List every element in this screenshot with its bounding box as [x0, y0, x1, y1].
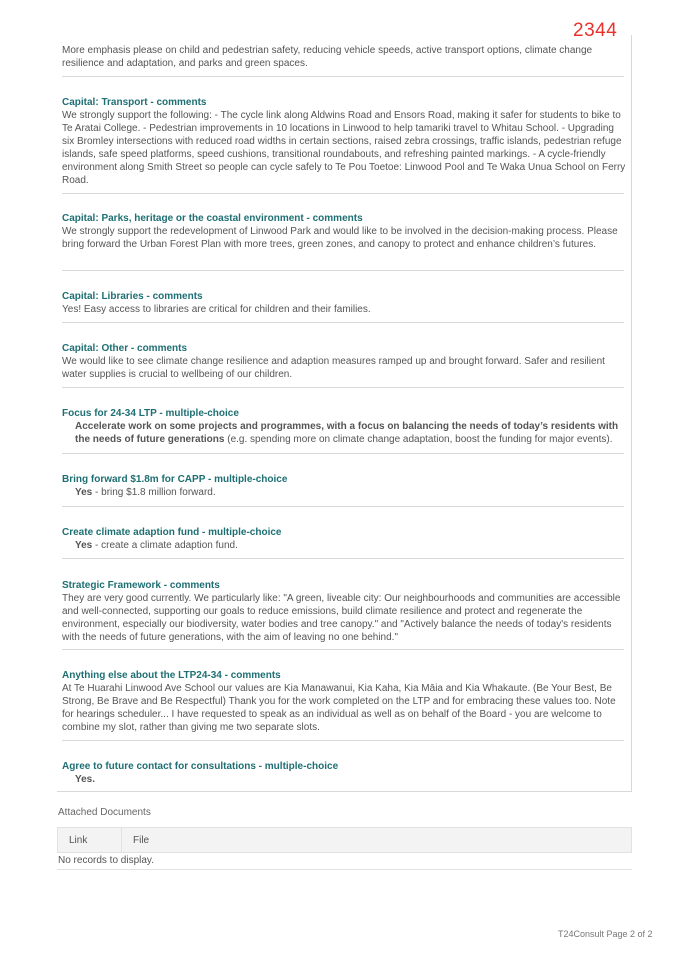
attached-documents-caption: Attached Documents: [58, 807, 151, 818]
page-number: 2344: [573, 20, 618, 41]
answer-text: Yes! Easy access to libraries are critical for children and their families.: [62, 304, 371, 315]
answer-text: They are very good currently. We particularly like: "A green, liveable city: Our neighbourhoods and communities are accessible and well-connected, supporting our goals to reduce emissions, build climate resilience and protect and regenerate the environment, especially our biodiversity, water bodies and tree canopy." and "Actively balance the needs of today's residents with the needs of future generations, with the aim of leaving no one behind.": [62, 593, 621, 643]
choice-detail: - create a climate adaption fund.: [92, 540, 238, 551]
column-header-link[interactable]: Link: [58, 828, 122, 852]
selected-choice: [62, 773, 627, 786]
question-parks: [62, 212, 627, 251]
question-title: Focus for 24-34 LTP - multiple-choice: [62, 408, 239, 419]
selected-choice: [62, 486, 627, 499]
question-capital-other: [62, 342, 627, 381]
answer-text: More emphasis please on child and pedestrian safety, reducing vehicle speeds, active transport options, climate change resilience and adaptation, and parks and green spaces.: [62, 45, 593, 69]
choice-label: Yes: [75, 487, 93, 498]
question-title: Agree to future contact for consultations - multiple-choice: [62, 761, 339, 772]
divider: [62, 322, 624, 323]
question-capp: [62, 473, 627, 499]
choice-label: Yes: [75, 540, 93, 551]
question-anything-else: [62, 669, 627, 734]
divider: [62, 270, 624, 271]
divider: [62, 76, 624, 77]
divider: [62, 453, 624, 454]
choice-label: Yes.: [75, 774, 96, 785]
continuation-answer: [62, 44, 627, 70]
question-focus-ltp: [62, 407, 627, 446]
question-title: Capital: Transport - comments: [62, 97, 207, 108]
column-header-file[interactable]: File: [133, 835, 150, 846]
question-transport: [62, 96, 627, 187]
selected-choice: [62, 420, 627, 446]
question-climate-fund: [62, 526, 627, 552]
answer-text: We strongly support the redevelopment of Linwood Park and would like to be involved in the decision-making process. Please bring forward the Urban Forest Plan with more trees, green zones, and canopy to protect and enhance children’s futures.: [62, 226, 618, 250]
choice-label: Accelerate work on some projects and programmes, with a focus on balancing the needs of today’s residents with the needs of future generations: [75, 421, 619, 445]
question-title: Bring forward $1.8m for CAPP - multiple-choice: [62, 474, 288, 485]
question-libraries: [62, 290, 627, 316]
answer-text: We strongly support the following: - The cycle link along Aldwins Road and Ensors Road, making it safer for students to bike to Te Aratai College. - Pedestrian improvements in 10 locations in Linwood to help tamariki travel to Whitau School. - Upgrading six Bromley intersections with reduced road widths in certain sections, raised zebra crossings, traffic islands, pedestrian refuge islands, safe speed platforms, speed cushions, transitional roundabouts, and refreshing painted markings. - A cycle-friendly environment along Smith Street so people can cycle safely to Te Pou Toetoe: Linwood Pool and Te Waka Unua School on Ferry Road.: [62, 110, 626, 186]
answer-text: We would like to see climate change resilience and adaption measures ramped up and brought forward. Safer and resilient water supplies is crucial to wellbeing of our children.: [62, 356, 605, 380]
page-footer: T24Consult Page 2 of 2: [558, 929, 653, 939]
divider: [62, 387, 624, 388]
question-title: Capital: Libraries - comments: [62, 291, 203, 302]
question-title: Capital: Parks, heritage or the coastal environment - comments: [62, 213, 363, 224]
divider: [62, 740, 624, 741]
question-title: Strategic Framework - comments: [62, 580, 220, 591]
answer-text: At Te Huarahi Linwood Ave School our values are Kia Manawanui, Kia Kaha, Kia Māia and Kia Whakaute. (Be Your Best, Be Strong, Be Brave and Be Respectful) Thank you for the work completed on the LTP and for embracing these values too. Note for hearings scheduler... I have requested to speak as an individual as well as on behalf of the Board - you are welcome to combine my slot, rather than giving me two separate slots.: [62, 683, 616, 733]
attached-documents: [57, 806, 632, 870]
selected-choice: [62, 539, 627, 552]
divider: [62, 649, 624, 650]
submission-answers: [57, 35, 632, 792]
question-future-contact: [62, 760, 627, 786]
question-title: Capital: Other - comments: [62, 343, 188, 354]
empty-message: No records to display.: [57, 853, 632, 870]
divider: [62, 193, 624, 194]
choice-detail: - bring $1.8 million forward.: [92, 487, 216, 498]
divider: [62, 506, 624, 507]
question-title: Anything else about the LTP24-34 - comments: [62, 670, 281, 681]
divider: [62, 558, 624, 559]
choice-detail: (e.g. spending more on climate change adaptation, boost the funding for major events).: [224, 434, 613, 445]
question-title: Create climate adaption fund - multiple-choice: [62, 527, 282, 538]
question-strategic-framework: [62, 579, 627, 644]
attached-documents-header: [57, 827, 632, 853]
